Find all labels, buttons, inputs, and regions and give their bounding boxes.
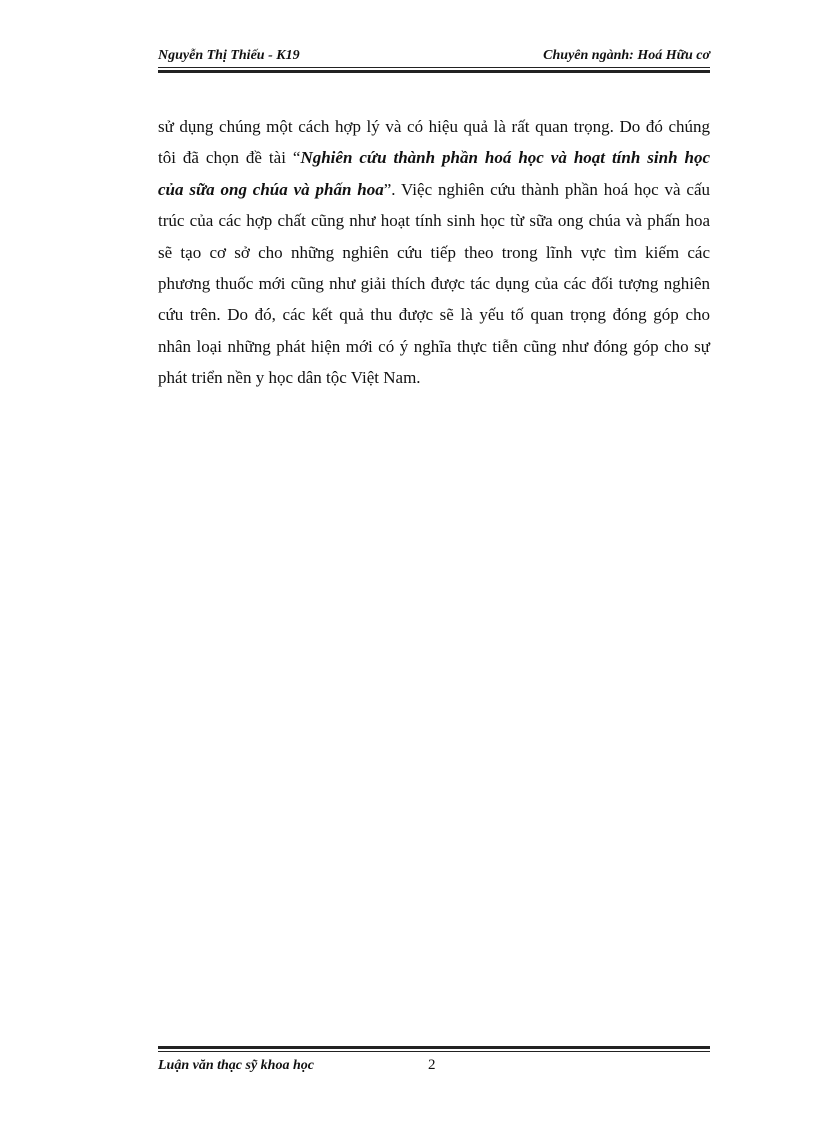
body-line-5: sẽ tạo cơ sở cho những nghiên cứu tiếp theo trong lĩnh vực tìm kiếm các — [158, 242, 710, 262]
page-number: 2 — [428, 1057, 436, 1073]
header-rule-thick — [158, 70, 710, 73]
body-line-6: phương thuốc mới cũng như giải thích được tác dụng của các đối tượng nghiên — [158, 274, 710, 294]
body-line-9: phát triển nền y học dân tộc Việt Nam. — [158, 368, 421, 388]
body-line-7: cứu trên. Do đó, các kết quả thu được sẽ là yếu tố quan trọng đóng góp cho — [158, 305, 710, 325]
header-author: Nguyễn Thị Thiếu - K19 — [158, 48, 300, 63]
footer-thesis-label: Luận văn thạc sỹ khoa học — [158, 1058, 314, 1073]
page-header — [158, 48, 710, 68]
body-line-2-prefix: tôi đã chọn đề tài “ — [158, 148, 301, 168]
footer-rule-thin — [158, 1051, 710, 1052]
body-line-4: trúc của các hợp chất cũng như hoạt tính sinh học từ sữa ong chúa và phấn hoa — [158, 211, 710, 231]
thesis-title-part-2: của sữa ong chúa và phấn hoa — [158, 179, 384, 199]
body-line-2 — [158, 142, 710, 173]
header-rule-thin — [158, 67, 710, 68]
header-specialty: Chuyên ngành: Hoá Hữu cơ — [543, 48, 710, 63]
body-line-3-suffix: ”. Việc nghiên cứu thành phần hoá học và cấu — [383, 179, 710, 199]
body-paragraph — [158, 111, 710, 394]
body-line-3 — [158, 174, 710, 205]
body-line-1: sử dụng chúng một cách hợp lý và có hiệu quả là rất quan trọng. Do đó chúng — [158, 117, 710, 136]
thesis-title-part-1: Nghiên cứu thành phần hoá học và hoạt tính sinh học — [300, 148, 710, 168]
body-line-8: nhân loại những phát hiện mới có ý nghĩa thực tiễn cũng như đóng góp cho sự — [158, 336, 710, 356]
footer-rule-thick — [158, 1046, 710, 1049]
